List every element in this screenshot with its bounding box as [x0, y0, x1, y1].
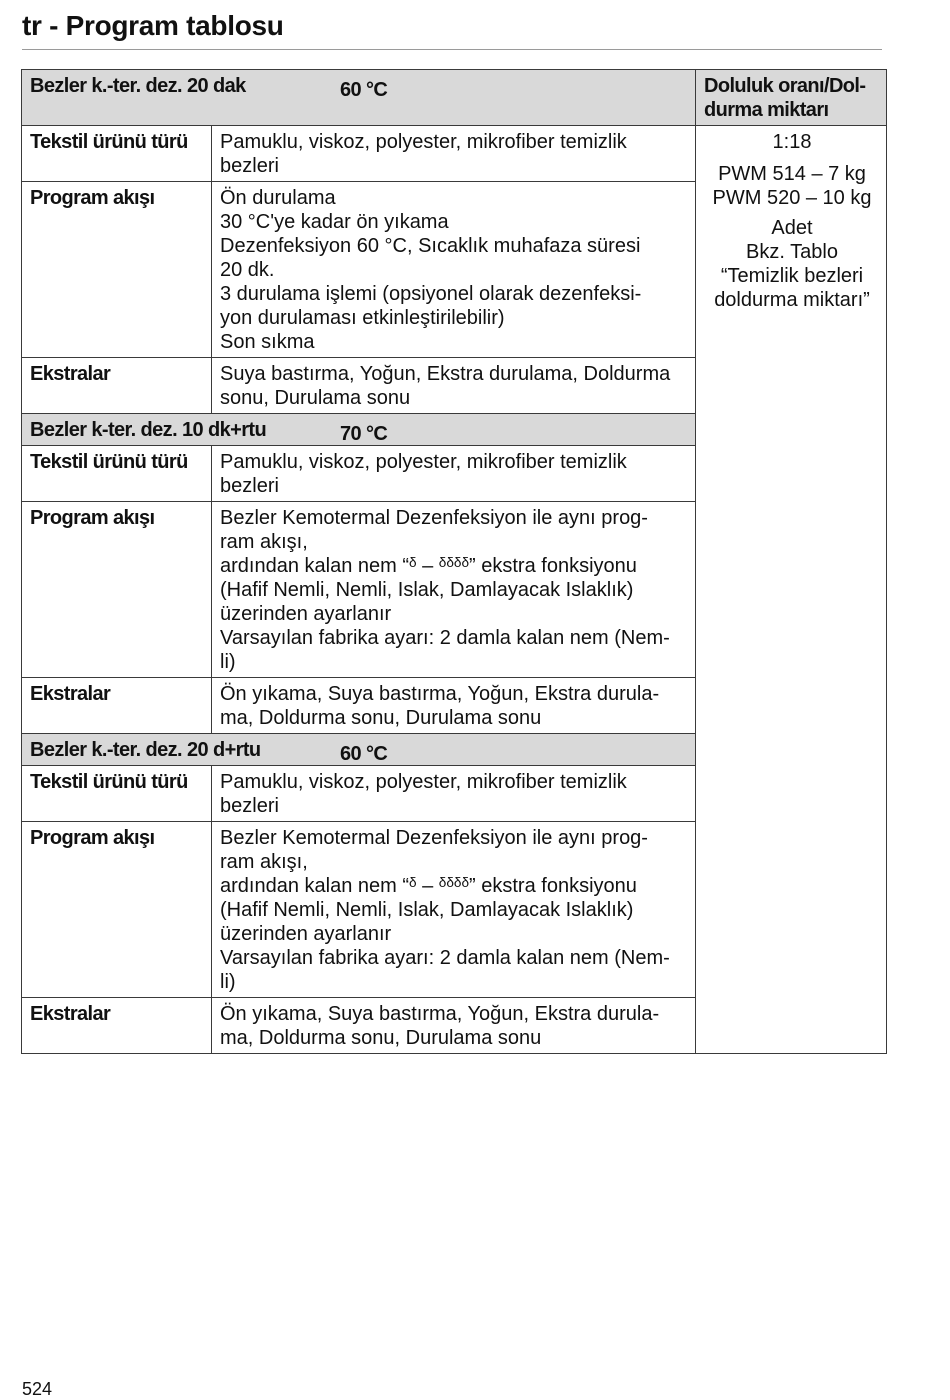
row-value-line: Ön yıkama, Suya bastırma, Yoğun, Ekstra durula- [220, 1003, 660, 1025]
row-value-line: li) [220, 971, 236, 993]
row-label: Tekstil ürünü türü [22, 446, 212, 502]
row-value-line: bezleri [220, 795, 279, 817]
row-value-line: Suya bastırma, Yoğun, Ekstra durulama, Doldurma [220, 363, 671, 385]
row-value-line: ardından kalan nem “ᵟ – ᵟᵟᵟᵟ” ekstra fonksiyonu [220, 875, 637, 897]
row-value-line: (Hafif Nemli, Nemli, Islak, Damlayacak Islaklık) [220, 579, 634, 601]
program-temperature: 60 °C [340, 79, 388, 101]
row-label: Ekstralar [22, 678, 212, 734]
row-value-line: li) [220, 651, 236, 673]
capacity-header-line: Doluluk oranı/Dol- [704, 75, 866, 97]
row-label: Tekstil ürünü türü [22, 126, 212, 182]
row-value-line: Varsayılan fabrika ayarı: 2 damla kalan nem (Nem- [220, 947, 670, 969]
program-header-cell [22, 734, 696, 766]
row-value-line: ma, Doldurma sonu, Durulama sonu [220, 1027, 542, 1049]
row-value-line: 3 durulama işlemi (opsiyonel olarak dezenfeksi- [220, 283, 642, 305]
row-value [212, 766, 696, 822]
row-value [212, 822, 696, 998]
program-header-cell [22, 70, 696, 126]
row-value-line: ardından kalan nem “ᵟ – ᵟᵟᵟᵟ” ekstra fonksiyonu [220, 555, 637, 577]
row-value [212, 502, 696, 678]
row-value-line: 20 dk. [220, 259, 275, 281]
row-value-line: ma, Doldurma sonu, Durulama sonu [220, 707, 542, 729]
row-label: Program akışı [22, 502, 212, 678]
row-value [212, 998, 696, 1054]
page-title: tr - Program tablosu [22, 10, 284, 41]
capacity-unit: Adet [771, 217, 813, 239]
row-value-line: Ön yıkama, Suya bastırma, Yoğun, Ekstra durula- [220, 683, 660, 705]
row-label: Program akışı [22, 822, 212, 998]
row-value-line: Pamuklu, viskoz, polyester, mikrofiber temizlik [220, 771, 627, 793]
row-value [212, 678, 696, 734]
row-label: Ekstralar [22, 998, 212, 1054]
load-ratio: 1:18 [772, 131, 812, 153]
program-name: Bezler k.-ter. dez. 20 dak [30, 75, 246, 97]
page-number: 524 [22, 1379, 53, 1399]
row-value-line: (Hafif Nemli, Nemli, Islak, Damlayacak Islaklık) [220, 899, 634, 921]
row-value [212, 126, 696, 182]
row-value [212, 182, 696, 358]
model-capacity: PWM 514 – 7 kg [718, 163, 866, 185]
row-value-line: üzerinden ayarlanır [220, 923, 392, 945]
capacity-reference-line: “Temizlik bezleri [720, 265, 864, 287]
row-value-line: ram akışı, [220, 531, 308, 553]
row-value-line: Pamuklu, viskoz, polyester, mikrofiber temizlik [220, 131, 627, 153]
title-divider [22, 49, 882, 50]
row-value-line: Ön durulama [220, 187, 336, 209]
row-label: Tekstil ürünü türü [22, 766, 212, 822]
row-value-line: Dezenfeksiyon 60 °C, Sıcaklık muhafaza süresi [220, 235, 641, 257]
row-value-line: 30 °C'ye kadar ön yıkama [220, 211, 449, 233]
row-value-line: Pamuklu, viskoz, polyester, mikrofiber temizlik [220, 451, 627, 473]
program-temperature: 60 °C [340, 743, 388, 765]
row-value-line: bezleri [220, 475, 279, 497]
row-value-line: yon durulaması etkinleştirilebilir) [220, 307, 505, 329]
capacity-reference-line: doldurma miktarı” [714, 289, 870, 311]
row-value-line: üzerinden ayarlanır [220, 603, 392, 625]
program-detail-row [22, 126, 887, 182]
row-value-line: Son sıkma [220, 331, 315, 353]
capacity-header [696, 70, 887, 126]
model-capacity: PWM 520 – 10 kg [712, 187, 872, 209]
row-value-line: bezleri [220, 155, 279, 177]
program-table-body [22, 70, 887, 1054]
program-name: Bezler k.-ter. dez. 20 d+rtu [30, 739, 261, 761]
row-value-line: ram akışı, [220, 851, 308, 873]
row-value-line: Bezler Kemotermal Dezenfeksiyon ile aynı prog- [220, 827, 648, 849]
row-value-line: sonu, Durulama sonu [220, 387, 411, 409]
program-header-cell [22, 414, 696, 446]
row-value-line: Varsayılan fabrika ayarı: 2 damla kalan nem (Nem- [220, 627, 670, 649]
row-value-line: Bezler Kemotermal Dezenfeksiyon ile aynı prog- [220, 507, 648, 529]
row-label: Program akışı [22, 182, 212, 358]
row-value [212, 358, 696, 414]
program-table [21, 69, 887, 1054]
capacity-cell [696, 126, 887, 1054]
capacity-reference-line: Bkz. Tablo [746, 241, 838, 263]
program-name: Bezler k-ter. dez. 10 dk+rtu [30, 419, 267, 441]
row-value [212, 446, 696, 502]
program-header-row [22, 70, 887, 126]
row-label: Ekstralar [22, 358, 212, 414]
program-temperature: 70 °C [340, 423, 388, 445]
capacity-header-line: durma miktarı [704, 99, 829, 121]
